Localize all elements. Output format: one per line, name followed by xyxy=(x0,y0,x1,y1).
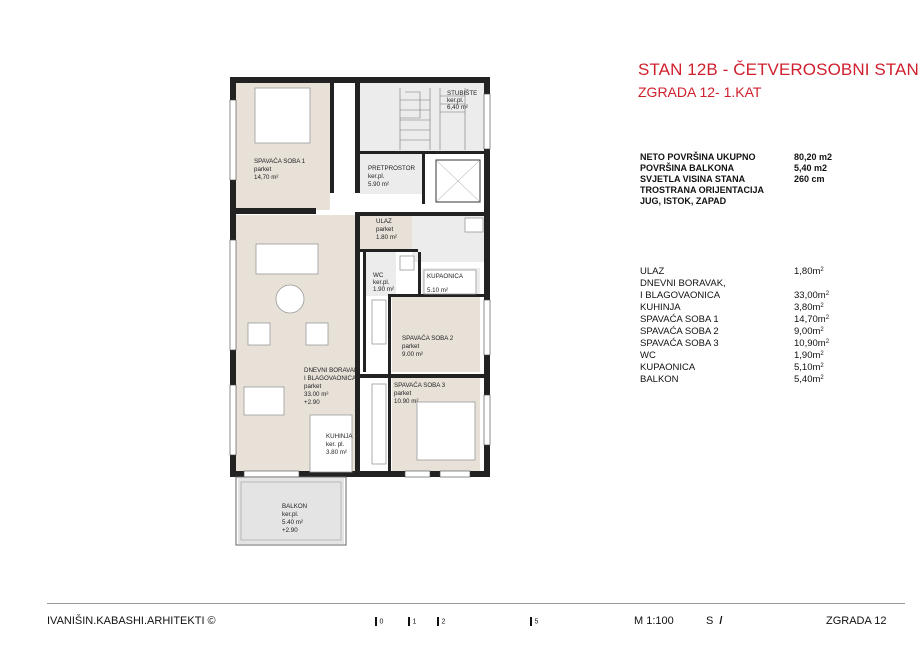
wc-fixture xyxy=(400,256,414,270)
sofa xyxy=(256,244,318,274)
label-wc-name: WC xyxy=(373,272,384,279)
label-soba2-name: SPAVAĆA SOBA 2 xyxy=(402,335,454,342)
page-title: STAN 12B - ČETVEROSOBNI STAN xyxy=(638,60,919,79)
office-name: IVANIŠIN.KABASHI.ARHITEKTI © xyxy=(47,615,216,627)
summary-table xyxy=(640,152,833,207)
label-ulaz-name: ULAZ xyxy=(376,218,392,225)
label-pretprostor-floor: ker.pl. xyxy=(368,173,385,180)
label-kuhinja-name: KUHINJA xyxy=(326,433,353,440)
label-soba3-area: 10.90 m² xyxy=(394,398,419,405)
summary-row: POVRŠINA BALKONA 5,40 m2 xyxy=(640,163,828,173)
area-row: I BLAGOVAONICA $33,00m^2$ xyxy=(640,290,830,301)
label-ulaz-area: 1.80 m² xyxy=(376,234,397,241)
sink xyxy=(465,218,483,232)
label-stubiste-floor: ker.pl. xyxy=(447,97,464,104)
label-boravak-area: 33.00 m² xyxy=(304,391,329,398)
wardrobe-3 xyxy=(372,384,386,464)
label-soba1-name: SPAVAĆA SOBA 1 xyxy=(254,158,306,165)
summary-row: TROSTRANA ORIJENTACIJA xyxy=(640,185,765,195)
scale-tick: 1 xyxy=(408,617,416,626)
coffee-table xyxy=(276,285,304,313)
label-balkon-name: BALKON xyxy=(282,503,308,510)
summary-row: JUG, ISTOK, ZAPAD xyxy=(640,196,727,206)
north-label: S / xyxy=(706,615,723,627)
label-soba2-area: 9.00 m² xyxy=(402,351,423,358)
building-label: ZGRADA 12 xyxy=(826,615,887,627)
label-soba1-area: 14,70 m² xyxy=(254,174,279,181)
north-arrow-icon: / xyxy=(719,615,723,627)
label-stubiste-area: 6,40 m² xyxy=(447,104,468,111)
label-kupaonica-area: 5.10 m² xyxy=(427,287,448,294)
label-boravak-floor: parket xyxy=(304,383,322,390)
scale-label: M 1:100 xyxy=(634,615,674,627)
label-soba3-name: SPAVAĆA SOBA 3 xyxy=(394,382,446,389)
label-balkon-level: +2.90 xyxy=(282,527,298,534)
area-row: KUPAONICA $5,10m^2$ xyxy=(640,362,824,373)
area-row: SPAVAĆA SOBA 2 $9,00m^2$ xyxy=(640,326,824,337)
page-subtitle: ZGRADA 12- 1.KAT xyxy=(638,84,762,100)
label-kuhinja-floor: ker. pl. xyxy=(326,441,345,448)
summary-row: NETO POVRŠINA UKUPNO 80,20 m2 xyxy=(640,152,833,162)
bed-1 xyxy=(255,88,310,143)
area-row: SPAVAĆA SOBA 3 $10,90m^2$ xyxy=(640,338,830,349)
area-row: BALKON $5,40m^2$ xyxy=(640,374,824,385)
scale-tick: 2 xyxy=(437,617,445,626)
area-row: ULAZ $1,80m^2$ xyxy=(640,266,824,277)
label-soba2-floor: parket xyxy=(402,343,420,350)
label-kuhinja-area: 3.80 m² xyxy=(326,449,347,456)
area-row: KUHINJA $3,80m^2$ xyxy=(640,302,824,313)
scale-tick: 5 xyxy=(530,617,538,626)
label-wc-area: 1.90 m² xyxy=(373,286,394,293)
label-boravak-name2: I BLAGOVAONICA xyxy=(304,375,356,382)
room-fill-soba2 xyxy=(392,296,480,372)
area-table xyxy=(640,266,830,386)
label-wc-floor: ker.pl. xyxy=(373,279,390,286)
area-row: DNEVNI BORAVAK, xyxy=(640,278,726,289)
label-kupaonica-name: KUPAONICA xyxy=(427,273,463,280)
label-boravak-name1: DNEVNI BORAVAK, xyxy=(304,367,360,374)
label-balkon-area: 5.40 m² xyxy=(282,519,303,526)
summary-row: SVJETLA VISINA STANA 260 cm xyxy=(640,174,825,184)
label-stubiste-name: STUBIŠTE xyxy=(447,90,478,97)
label-balkon-floor: ker.pl. xyxy=(282,511,299,518)
label-pretprostor-area: 5.90 m² xyxy=(368,181,389,188)
label-pretprostor-name: PRETPROSTOR xyxy=(368,165,415,172)
footer-divider xyxy=(47,603,905,604)
label-ulaz-floor: parket xyxy=(376,226,394,233)
area-row: SPAVAĆA SOBA 1 $14,70m^2$ xyxy=(640,314,830,325)
label-boravak-level: +2.90 xyxy=(304,399,320,406)
area-row: WC $1,90m^2$ xyxy=(640,350,824,361)
scale-tick: 0 xyxy=(375,617,383,626)
label-soba1-floor: parket xyxy=(254,166,272,173)
armchair-1 xyxy=(248,323,270,345)
bed-3 xyxy=(417,402,475,460)
armchair-2 xyxy=(306,323,328,345)
wardrobe-2 xyxy=(372,300,386,344)
label-soba3-floor: parket xyxy=(394,390,412,397)
dining-table xyxy=(244,387,284,415)
